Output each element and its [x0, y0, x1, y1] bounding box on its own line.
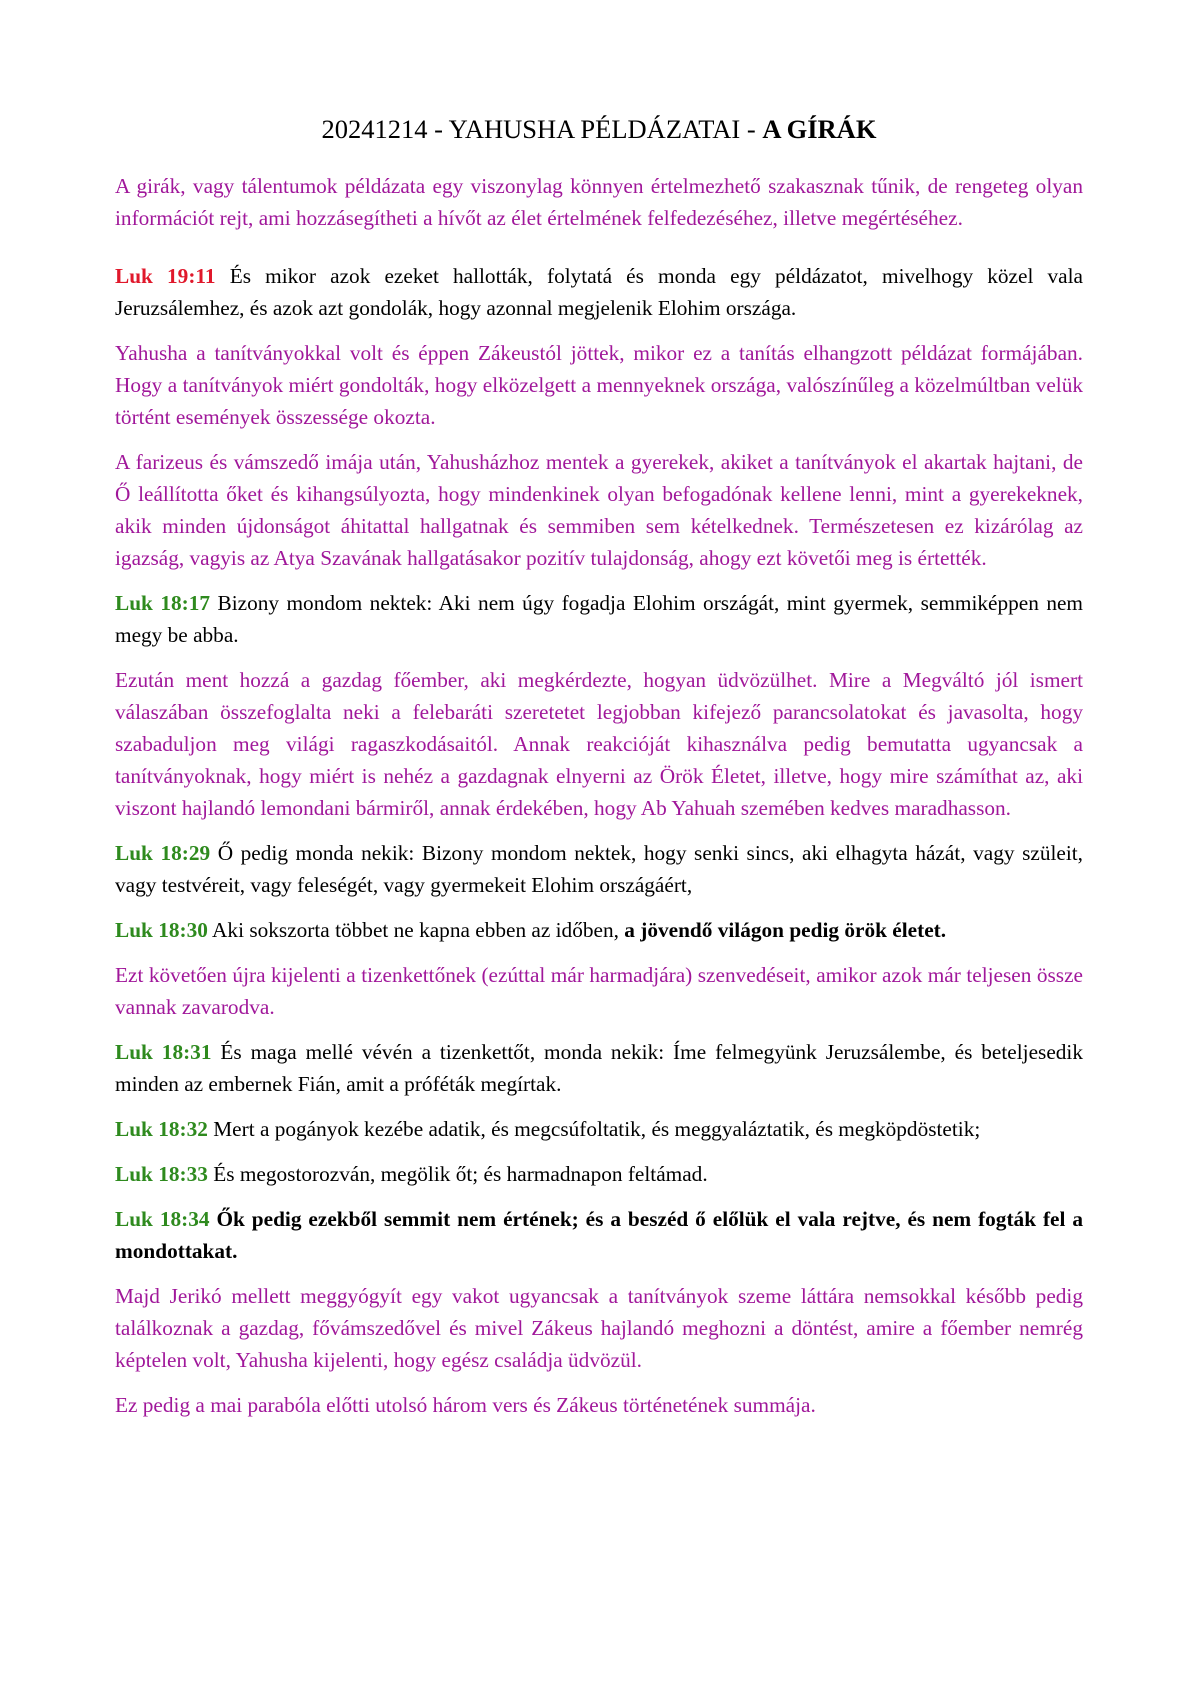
verse-luk-19-11 [115, 260, 1083, 324]
verse-text: Aki sokszorta többet ne kapna ebben az időben, [207, 918, 625, 942]
commentary-paragraph-1: Yahusha a tanítványokkal volt és éppen Zákeustól jöttek, mikor ez a tanítás elhangzott példázat formájában. Hogy a tanítványok miért gondolták, hogy elközelgett a mennyeknek országa, valószínűleg a közelmúltban velük történt események összessége okozta. [115, 341, 1083, 429]
verse-luk-18-29 [115, 837, 1083, 901]
commentary-paragraph-4: Ezt követően újra kijelenti a tizenkettőnek (ezúttal már harmadjára) szenvedéseit, amikor azok már teljesen össze vannak zavarodva. [115, 963, 1083, 1019]
verse-ref: Luk 18:17 [115, 591, 211, 615]
intro-paragraph: A girák, vagy tálentumok példázata egy viszonylag könnyen értelmezhető szakasznak tűnik, de rengeteg olyan információt rejt, ami hozzásegítheti a hívőt az élet értelmének felfedezéséhez, illetve megértéséhez. [115, 174, 1083, 230]
verse-text-bold: a jövendő világon pedig örök életet. [624, 918, 947, 942]
verse-ref: Luk 18:33 [115, 1162, 208, 1186]
commentary-paragraph-2: A farizeus és vámszedő imája után, Yahusházhoz mentek a gyerekek, akiket a tanítványok el akartak hajtani, de Ő leállította őket és kihangsúlyozta, hogy mindenkinek olyan befogadónak kellene lenni, mint a gyerekeknek, akik minden újdonságot áhitattal hallgatnak és semmiben sem kételkednek. Természetesen ez kizárólag az igazság, vagyis az Atya Szavának hallgatásakor pozitív tulajdonság, ahogy ezt követői meg is értették. [115, 450, 1083, 570]
verse-luk-18-33 [115, 1158, 1083, 1190]
title-main: 20241214 - YAHUSHA PÉLDÁZATAI - [321, 114, 763, 144]
verse-luk-18-17 [115, 587, 1083, 651]
document-page [115, 110, 1083, 1434]
verse-text: Ő pedig monda nekik: Bizony mondom nektek, hogy senki sincs, aki elhagyta házát, vagy szüleit, vagy testvéreit, vagy feleségét, vagy gyermekeit Elohim országáért, [115, 841, 1084, 897]
verse-luk-18-31 [115, 1036, 1083, 1100]
verse-text-bold: Ők pedig ezekből semmit nem értének; és a beszéd ő előlük el vala rejtve, és nem fogták fel a mondottakat. [115, 1207, 1084, 1263]
verse-text: Mert a pogányok kezébe adatik, és megcsúfoltatik, és meggyaláztatik, és megköpdöstetik; [207, 1117, 981, 1141]
verse-ref: Luk 18:34 [115, 1207, 210, 1231]
commentary-paragraph-5: Majd Jerikó mellett meggyógyít egy vakot ugyancsak a tanítványok szeme láttára nemsokkal később pedig találkoznak a gazdag, fővámszedővel és mivel Zákeus hajlandó meghozni a döntést, amire a főember nemrég képtelen volt, Yahusha kijelenti, hogy egész családja üdvözül. [115, 1284, 1083, 1372]
title-bold: A GÍRÁK [762, 114, 877, 144]
commentary-paragraph-3: Ezután ment hozzá a gazdag főember, aki megkérdezte, hogyan üdvözülhet. Mire a Megváltó jól ismert válaszában összefoglalta neki a felebaráti szeretetet legjobban kifejező parancsolatokat és javasolta, hogy szabaduljon meg világi ragaszkodásaitól. Annak reakcióját kihasználva pedig bemutatta ugyancsak a tanítványoknak, hogy miért is nehéz a gazdagnak elnyerni az Örök Életet, illetve, hogy mire számíthat az, aki viszont hajlandó lemondani bármiről, annak érdekében, hogy Ab Yahuah szemében kedves maradhasson. [115, 668, 1083, 820]
verse-text: Bizony mondom nektek: Aki nem úgy fogadja Elohim országát, mint gyermek, semmiképpen nem megy be abba. [115, 591, 1084, 647]
verse-luk-18-32 [115, 1113, 1083, 1145]
verse-luk-18-30 [115, 914, 1083, 946]
verse-text: És mikor azok ezeket hallották, folytatá és monda egy példázatot, mivelhogy közel vala Jeruzsálemhez, és azok azt gondolák, hogy azonnal megjelenik Elohim országa. [115, 264, 1083, 320]
verse-ref: Luk 19:11 [115, 264, 216, 288]
page-title [115, 110, 1083, 148]
verse-text: És megostorozván, megölik őt; és harmadnapon feltámad. [207, 1162, 708, 1186]
commentary-paragraph-6: Ez pedig a mai parabóla előtti utolsó három vers és Zákeus történetének summája. [115, 1393, 816, 1417]
verse-luk-18-34 [115, 1203, 1083, 1267]
verse-ref: Luk 18:29 [115, 841, 211, 865]
verse-text: És maga mellé vévén a tizenkettőt, monda nekik: Íme felmegyünk Jeruzsálembe, és beteljesedik minden az embernek Fián, amit a próféták megírtak. [115, 1040, 1083, 1096]
verse-ref: Luk 18:32 [115, 1117, 208, 1141]
verse-ref: Luk 18:31 [115, 1040, 212, 1064]
verse-ref: Luk 18:30 [115, 918, 208, 942]
